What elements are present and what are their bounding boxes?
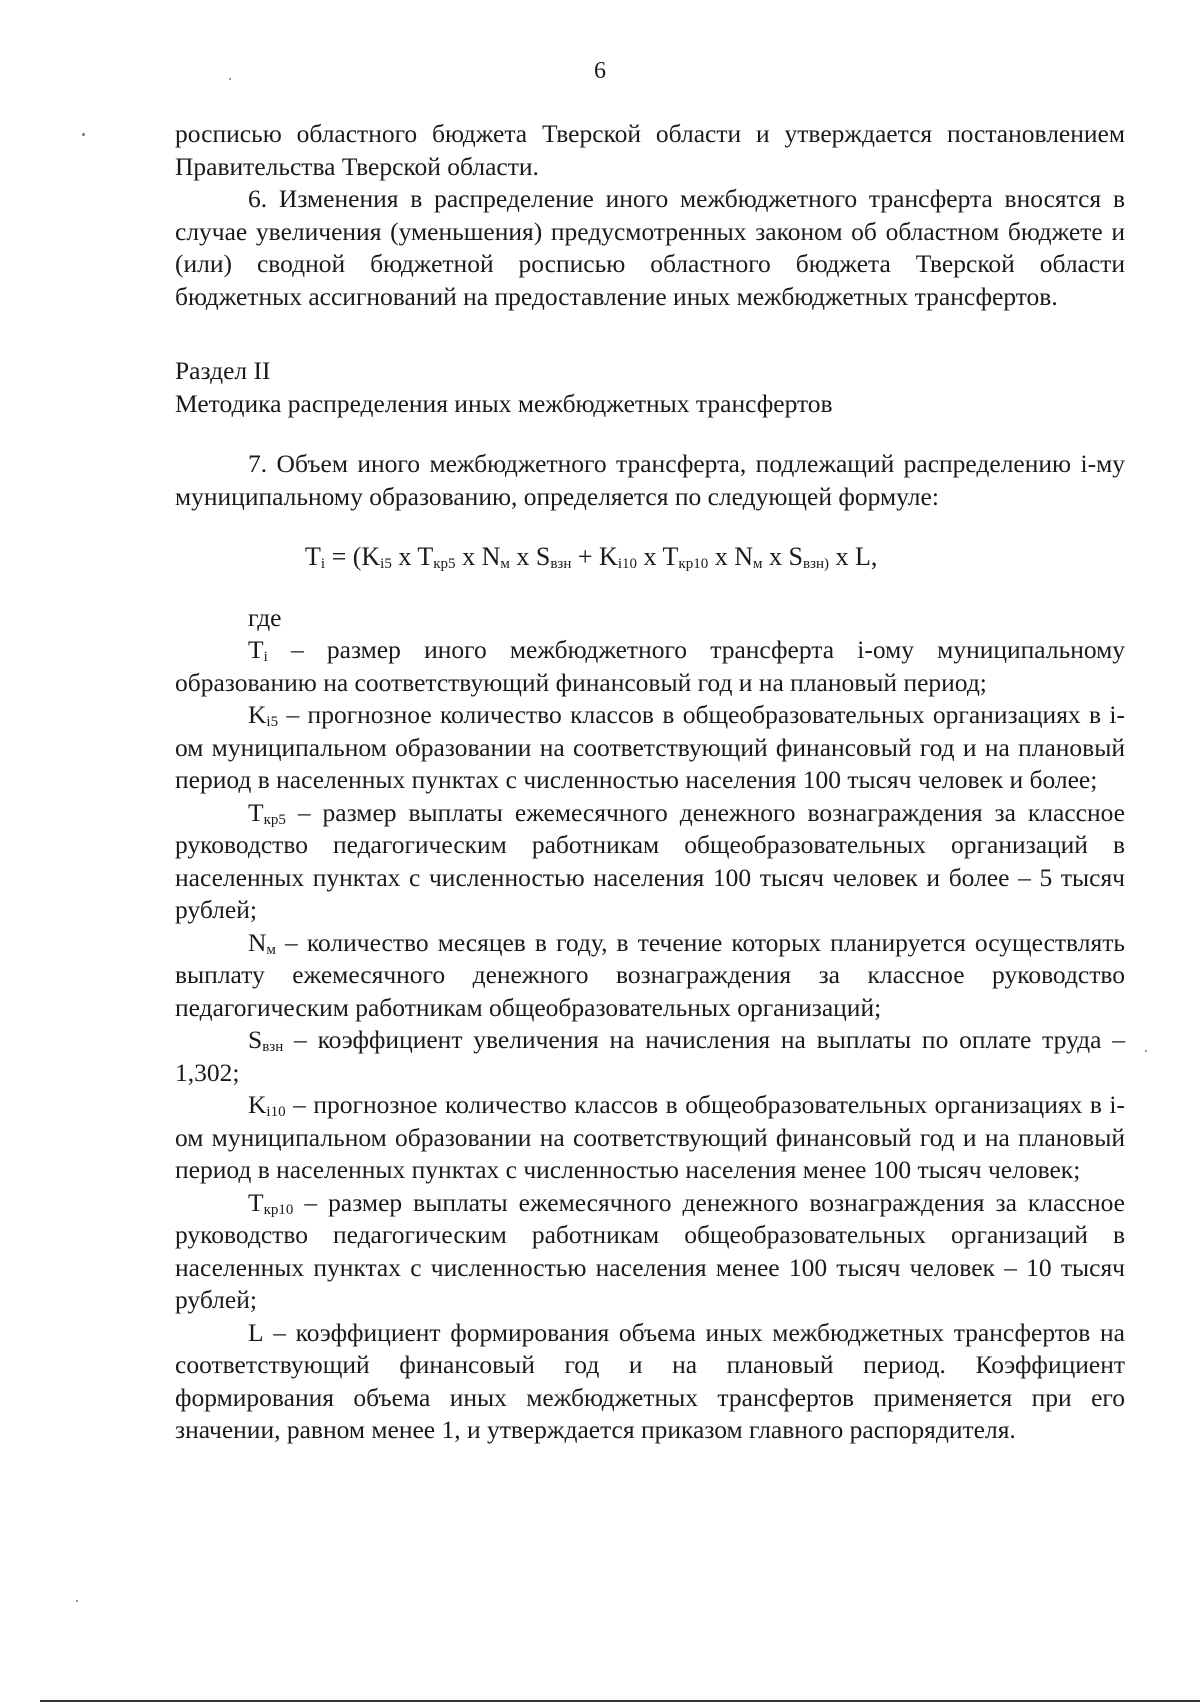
section-label: Раздел II bbox=[175, 356, 271, 385]
scan-speck bbox=[76, 1600, 78, 1602]
definition: $S_{взн}$ – коэффициент увеличения на начисления на выплаты по оплате труда – 1,302; bbox=[175, 1025, 1125, 1087]
document-body bbox=[175, 118, 1125, 1447]
formula: $T_i = (K_{i5}$ x $T_{кр5}$ x $N_м$ x $S_{взн} + K_{i10}$ x $T_{кр10}$ x $N_м$ x $S_{взн)}$ x L, bbox=[305, 542, 878, 572]
scan-speck bbox=[82, 133, 85, 136]
definition: $N_м$ – количество месяцев в году, в течение которых планируется осуществлять выплату ежемесячного денежного вознаграждения за классное руководство педагогическим работникам общеобразовательных организаций; bbox=[175, 927, 1125, 1022]
where-label: где bbox=[248, 602, 282, 632]
paragraph-6: 6. Изменения в распределение иного межбюджетного трансферта вносятся в случае увеличения (уменьшения) предусмотренных законом об областном бюджете и (или) сводной бюджетной росписью областного бюджета Тверской области бюджетных ассигнований на предоставление иных межбюджетных трансфертов. bbox=[175, 184, 1125, 311]
scan-speck bbox=[229, 78, 231, 80]
definition: $T_i$ – размер иного межбюджетного трансферта i-ому муниципальному образованию на соответствующий финансовый год и на плановый период; bbox=[175, 635, 1125, 697]
definition: $T_{кр5}$ – размер выплаты ежемесячного денежного вознаграждения за классное руководство педагогическим работникам общеобразовательных организаций в населенных пунктах с численностью населения 100 тысяч человек и более – 5 тысяч рублей; bbox=[175, 797, 1125, 924]
paragraph-7: 7. Объем иного межбюджетного трансферта, подлежащий распределению i-му муниципальному образованию, определяется по следующей формуле: bbox=[175, 449, 1125, 511]
definition: $K_{i5}$ – прогнозное количество классов в общеобразовательных организациях в i-ом муниципальном образовании на соответствующий финансовый год и на плановый период в населенных пунктах с численностью населения 100 тысяч человек и более; bbox=[175, 700, 1125, 794]
scan-edge-line bbox=[40, 1700, 1200, 1702]
definition: $K_{i10}$ – прогнозное количество классов в общеобразовательных организациях в i-ом муниципальном образовании на соответствующий финансовый год и на плановый период в населенных пунктах с численностью населения менее 100 тысяч человек; bbox=[175, 1090, 1125, 1184]
paragraph-continuation: росписью областного бюджета Тверской области и утверждается постановлением Правительства Тверской области. bbox=[175, 119, 1125, 181]
section-title: Методика распределения иных межбюджетных трансфертов bbox=[175, 388, 833, 418]
page-number: 6 bbox=[594, 58, 606, 84]
definition: L – коэффициент формирования объема иных межбюджетных трансфертов на соответствующий финансовый год и на плановый период. Коэффициент формирования объема иных межбюджетных трансфертов применяется при его значении, равном менее 1, и утверждается приказом главного распорядителя. bbox=[175, 1317, 1125, 1444]
scan-speck bbox=[1145, 1050, 1147, 1052]
definition: $T_{кр10}$ – размер выплаты ежемесячного денежного вознаграждения за классное руководство педагогическим работникам общеобразовательных организаций в населенных пунктах с численностью населения менее 100 тысяч человек – 10 тысяч рублей; bbox=[175, 1187, 1125, 1314]
